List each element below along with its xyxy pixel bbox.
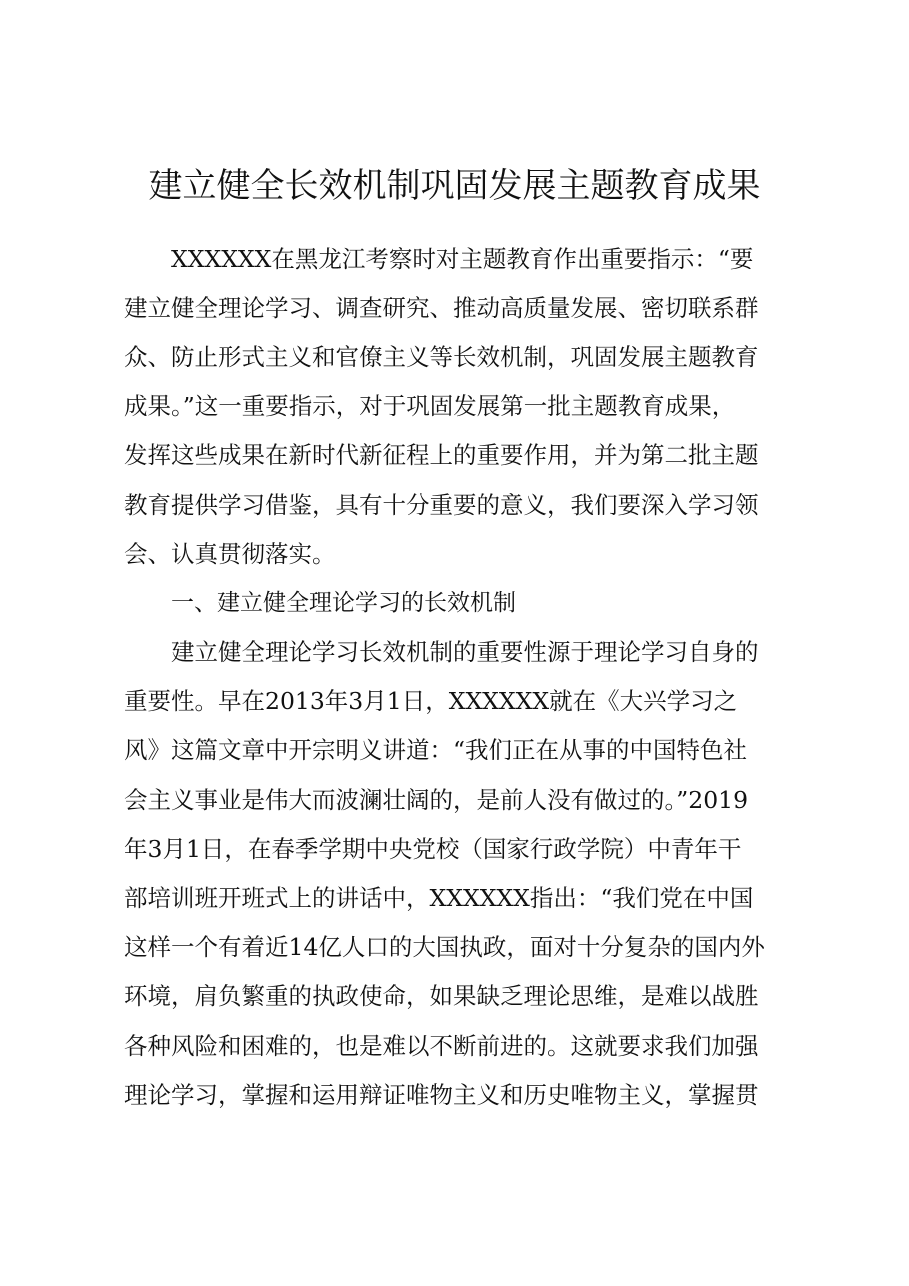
paragraph-line: 众、防止形式主义和官僚主义等长效机制，巩固发展主题教育 [124, 342, 759, 371]
paragraph-line: 重要性。早在2013年3月1日，XXXXXX就在《大兴学习之 [124, 687, 738, 716]
paragraph-line: 建立健全理论学习、调查研究、推动高质量发展、密切联系群 [124, 293, 759, 322]
document-title: 建立健全长效机制巩固发展主题教育成果 [148, 166, 761, 206]
paragraph-line: XXXXXX在黑龙江考察时对主题教育作出重要指示：“要 [171, 244, 754, 273]
paragraph-line: 年3月1日，在春季学期中央党校（国家行政学院）中青年干 [124, 834, 742, 863]
paragraph-line: 建立健全理论学习长效机制的重要性源于理论学习自身的 [171, 638, 759, 667]
paragraph-line: 风》这篇文章中开宗明义讲道：“我们正在从事的中国特色社 [124, 736, 748, 765]
paragraph-line: 环境，肩负繁重的执政使命，如果缺乏理论思维，是难以战胜 [124, 982, 759, 1011]
paragraph-line: 这样一个有着近14亿人口的大国执政，面对十分复杂的国内外 [124, 933, 765, 962]
document-body [124, 232, 796, 1117]
paragraph-line: 理论学习，掌握和运用辩证唯物主义和历史唯物主义，掌握贯 [124, 1080, 759, 1109]
paragraph-line: 各种风险和困难的，也是难以不断前进的。这就要求我们加强 [124, 1031, 759, 1060]
paragraph-line: 部培训班开班式上的讲话中，XXXXXX指出：“我们党在中国 [124, 884, 754, 913]
section-heading: 一、建立健全理论学习的长效机制 [171, 590, 516, 617]
paragraph-line: 发挥这些成果在新时代新征程上的重要作用，并为第二批主题 [124, 441, 759, 470]
paragraph-line: 会主义事业是伟大而波澜壮阔的，是前人没有做过的。”2019 [124, 785, 749, 814]
paragraph-line: 教育提供学习借鉴，具有十分重要的意义，我们要深入学习领 [124, 490, 759, 519]
paragraph-line: 成果。”这一重要指示，对于巩固发展第一批主题教育成果， [124, 392, 736, 421]
paragraph-line: 会、认真贯彻落实。 [124, 539, 336, 568]
